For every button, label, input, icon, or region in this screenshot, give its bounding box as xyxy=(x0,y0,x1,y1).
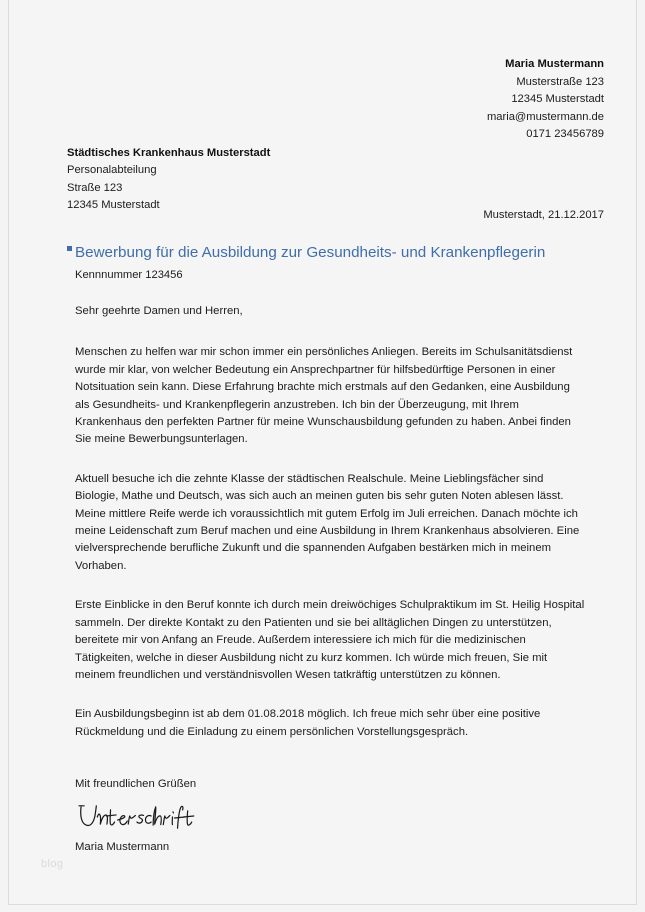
recipient-city: 12345 Musterstadt xyxy=(67,198,160,211)
square-bullet-icon xyxy=(67,246,72,251)
recipient-address-block xyxy=(67,145,270,214)
recipient-department: Personalabteilung xyxy=(67,164,157,177)
subject-line xyxy=(67,243,597,263)
closing-block xyxy=(75,776,209,857)
subject-block xyxy=(67,243,597,281)
subject-text: Bewerbung für die Ausbildung zur Gesundheits- und Krankenpflegerin xyxy=(75,244,546,261)
salutation: Sehr geehrte Damen und Herren, xyxy=(75,305,243,317)
recipient-street: Straße 123 xyxy=(67,181,123,194)
handwritten-signature-icon xyxy=(77,801,209,835)
reference-number: Kennnummer 123456 xyxy=(75,269,183,281)
body-paragraph-4: Ein Ausbildungsbeginn ist ab dem 01.08.2018 möglich. Ich freue mich sehr über eine positive Rückmeldung und die Einladung zu einem persönlichen Vorstellungsgespräch. xyxy=(75,708,541,738)
sender-address-block xyxy=(487,56,604,144)
sender-email: maria@mustermann.de xyxy=(486,110,604,123)
body-paragraph-2: Aktuell besuche ich die zehnte Klasse der städtischen Realschule. Meine Lieblingsfächer sind Biologie, Mathe und Deutsch, was sich auch an meinen guten bis sehr guten Noten ablesen lässt. Meine mittlere Reife werde ich voraussichtlich mit gutem Erfolg im Juli erreichen. Danach möchte ich meine Leidenschaft zum Beruf machen und eine Ausbildung in Ihrem Krankenhaus absolvieren. Eine vielversprechende berufliche Zukunft und die spannenden Aufgaben bestärken mich in meinem Vorhaben. xyxy=(75,472,580,572)
letter-body xyxy=(75,303,587,763)
signer-name: Maria Mustermann xyxy=(75,841,170,854)
document-page xyxy=(8,0,637,905)
body-paragraph-3: Erste Einblicke in den Beruf konnte ich durch mein dreiwöchiges Schulpraktikum im St. Heilig Hospital sammeln. Der direkte Kontakt zu den Patienten und sie bei alltäglichen Dingen zu unterstützen, bereitete mir von Anfang an Freude. Außerdem interessiere ich mich für die medizinischen Tätigkeiten, welche in dieser Ausbildung nicht zu kurz kommen. Ich würde mich freuen, Sie mit meinem freundlichen und verständnisvollen Wesen tatkräftig unterstützen zu können. xyxy=(75,599,585,681)
sender-name: Maria Mustermann xyxy=(505,58,604,70)
sender-phone: 0171 23456789 xyxy=(526,128,604,140)
body-paragraph-1: Menschen zu helfen war mir schon immer ein persönliches Anliegen. Bereits im Schulsanitätsdienst wurde mir klar, von welcher Bedeutung ein Ansprechpartner für hilfsbedürftige Personen in einer Notsituation sein kann. Diese Erfahrung brachte mich erstmals auf den Gedanken, eine Ausbildung als Gesundheits- und Krankenpflegerin anzustreben. Ich bin der Überzeugung, mit Ihrem Krankenhaus den perfekten Partner für meine Wunschausbildung gefunden zu haben. Anbei finden Sie meine Bewerbungsunterlagen. xyxy=(75,346,573,446)
dateline: Musterstadt, 21.12.2017 xyxy=(483,209,604,221)
sender-city: 12345 Musterstadt xyxy=(511,93,604,105)
letter-sheet xyxy=(9,0,636,904)
recipient-organization: Städtisches Krankenhaus Musterstadt xyxy=(67,147,271,159)
closing-phrase: Mit freundlichen Grüßen xyxy=(75,778,197,790)
watermark-label: blog xyxy=(41,858,64,870)
sender-street: Musterstraße 123 xyxy=(516,75,604,88)
